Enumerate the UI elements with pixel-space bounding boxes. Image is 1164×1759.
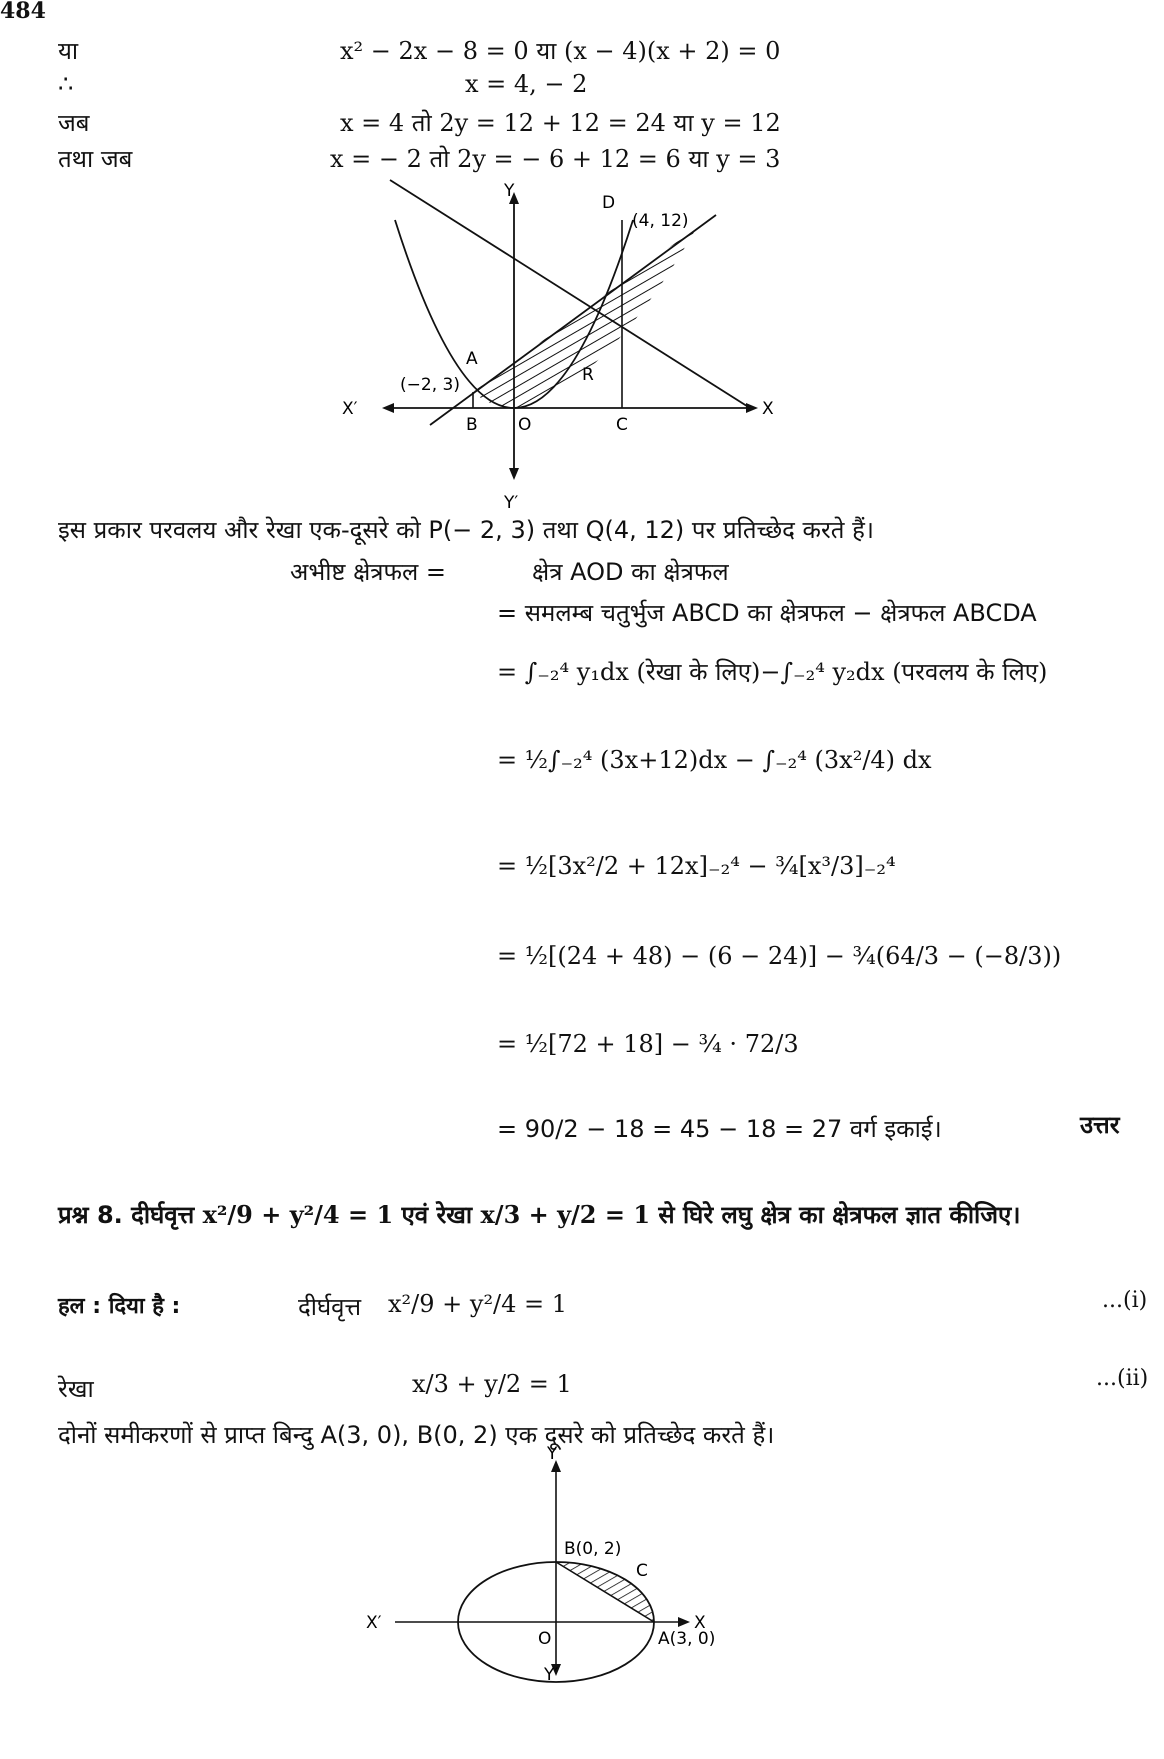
figure-parabola-line bbox=[342, 180, 790, 513]
line-math-1: x² − 2x − 8 = 0 या (x − 4)(x + 2) = 0 bbox=[340, 37, 781, 65]
equation-tag-1: ...(i) bbox=[1102, 1288, 1148, 1313]
area-line-3: = ∫₋₂⁴ y₁dx (रेखा के लिए)−∫₋₂⁴ y₂dx (परवलय के लिए) bbox=[497, 658, 1048, 686]
intersection-text: इस प्रकार परवलय और रेखा एक-दूसरे को P(− 2, 3) तथा Q(4, 12) पर प्रतिच्छेद करते हैं। bbox=[58, 516, 874, 544]
equation-tag-2: ...(ii) bbox=[1096, 1366, 1149, 1391]
fig1-a-label: A bbox=[466, 349, 478, 369]
line-math-3: x = 4 तो 2y = 12 + 12 = 24 या y = 12 bbox=[340, 109, 781, 137]
area-line-1-left: अभीष्ट क्षेत्रफल = bbox=[290, 558, 447, 586]
page-number: 484 bbox=[0, 0, 46, 24]
fig2-b-label: B(0, 2) bbox=[564, 1539, 622, 1559]
line-label-1: या bbox=[58, 37, 79, 65]
fig1-yprime-label: Y′ bbox=[504, 493, 519, 513]
fig2-yprime-label: Y′ bbox=[544, 1665, 559, 1685]
question-prefix: प्रश्न 8. दीर्घवृत्त bbox=[58, 1201, 195, 1229]
area-line-6: = ½[(24 + 48) − (6 − 24)] − ¾(64/3 − (−8/3)) bbox=[497, 942, 1062, 970]
line-label-4: तथा जब bbox=[58, 145, 133, 173]
solution-line-word: रेखा bbox=[58, 1375, 94, 1403]
fig1-a-coords: (−2, 3) bbox=[400, 375, 460, 395]
area-line-5: = ½[3x²/2 + 12x]₋₂⁴ − ¾[x³/3]₋₂⁴ bbox=[497, 852, 896, 880]
area-line-7: = ½[72 + 18] − ¾ · 72/3 bbox=[497, 1030, 799, 1058]
fig1-b-label: B bbox=[466, 415, 478, 435]
question-8 bbox=[58, 1198, 1020, 1231]
answer-label: उत्तर bbox=[1080, 1111, 1120, 1139]
area-line-4: = ½∫₋₂⁴ (3x+12)dx − ∫₋₂⁴ (3x²/4) dx bbox=[497, 746, 932, 774]
fig1-xprime-label: X′ bbox=[342, 399, 358, 419]
solution-ellipse-word: दीर्घवृत्त bbox=[298, 1293, 362, 1321]
fig2-o-label: O bbox=[538, 1629, 552, 1649]
fig1-r-label: R bbox=[582, 365, 594, 385]
solution-given: हल : दिया है : bbox=[58, 1294, 181, 1319]
line-label-3: जब bbox=[58, 109, 90, 137]
fig2-c-label: C bbox=[636, 1561, 648, 1581]
fig1-d-coords: (4, 12) bbox=[632, 211, 689, 231]
fig1-c-label: C bbox=[616, 415, 628, 435]
question-ellipse-eq: x²/9 + y²/4 = 1 bbox=[202, 1200, 394, 1229]
area-line-2: = समलम्ब चतुर्भुज ABCD का क्षेत्रफल − क्षेत्रफल ABCDA bbox=[497, 599, 1037, 627]
line-math-4: x = − 2 तो 2y = − 6 + 12 = 6 या y = 3 bbox=[330, 145, 781, 173]
solution-ellipse-eq: x²/9 + y²/4 = 1 bbox=[388, 1290, 568, 1318]
fig2-a-label: A(3, 0) bbox=[658, 1629, 716, 1649]
fig2-y-label: Y bbox=[547, 1444, 558, 1464]
question-mid: एवं रेखा bbox=[401, 1201, 473, 1229]
fig2-x-label: X bbox=[694, 1613, 706, 1633]
figure-ellipse-line bbox=[366, 1444, 780, 1685]
area-line-1-right: क्षेत्र AOD का क्षेत्रफल bbox=[532, 558, 729, 586]
solution-points-text: दोनों समीकरणों से प्राप्त बिन्दु A(3, 0), B(0, 2) एक दूसरे को प्रतिच्छेद करते हैं। bbox=[58, 1421, 775, 1449]
area-line-8: = 90/2 − 18 = 45 − 18 = 27 वर्ग इकाई। bbox=[497, 1115, 942, 1143]
fig1-d-label: D bbox=[602, 193, 616, 213]
fig1-o-label: O bbox=[518, 415, 532, 435]
fig1-x-label: X bbox=[762, 399, 774, 419]
fig2-xprime-label: X′ bbox=[366, 1613, 382, 1633]
question-line-eq: x/3 + y/2 = 1 bbox=[480, 1200, 651, 1229]
solution-line-eq: x/3 + y/2 = 1 bbox=[412, 1370, 572, 1398]
line-math-2: x = 4, − 2 bbox=[465, 70, 588, 98]
line-label-2: ∴ bbox=[58, 70, 74, 98]
question-suffix: से घिरे लघु क्षेत्र का क्षेत्रफल ज्ञात कीजिए। bbox=[658, 1201, 1021, 1229]
fig1-y-label: Y bbox=[504, 181, 515, 201]
